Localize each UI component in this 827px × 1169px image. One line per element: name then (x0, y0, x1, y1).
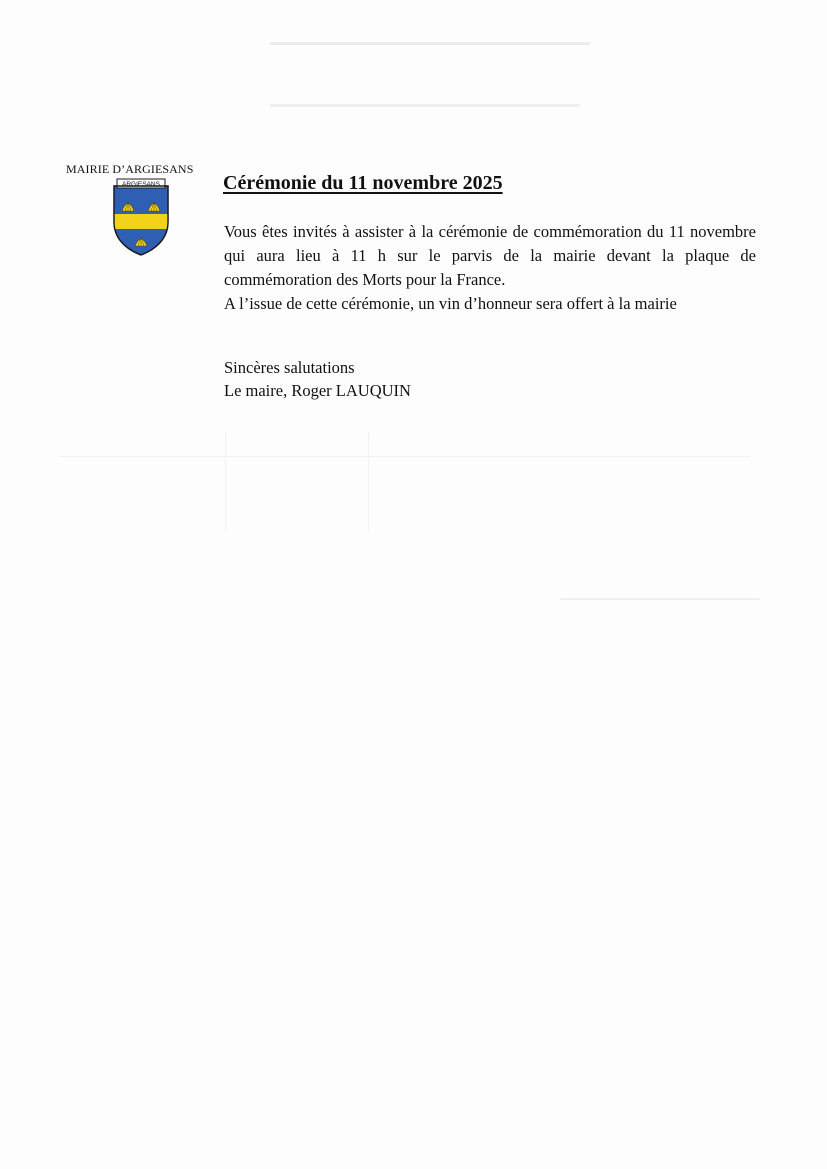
scan-artifact (60, 456, 750, 457)
body-paragraph-1: Vous êtes invités à assister à la cérémonie de commémoration du 11 novembre qui aura lieu à 11 h sur le parvis de la mairie devant la plaque de commémoration des Morts pour la France. (224, 222, 756, 289)
scan-artifact (368, 432, 369, 532)
body-paragraph-2: A l’issue de cette cérémonie, un vin d’honneur sera offert à la mairie (224, 294, 677, 313)
letter-title: Cérémonie du 11 novembre 2025 (223, 172, 503, 194)
letter-closing (224, 357, 411, 402)
org-name: MAIRIE D’ARGIESANS (66, 162, 194, 176)
letterhead (66, 162, 206, 189)
coat-of-arms-icon (110, 178, 172, 256)
scan-artifact (560, 598, 760, 600)
signature-line: Le maire, Roger LAUQUIN (224, 380, 411, 400)
crest-banner-text: ARGIESANS (122, 181, 160, 189)
scan-artifact (270, 42, 590, 45)
closing-salutation: Sincères salutations (224, 358, 355, 377)
scan-artifact (270, 104, 580, 107)
scan-artifact (225, 432, 226, 532)
letter-body (224, 220, 756, 316)
